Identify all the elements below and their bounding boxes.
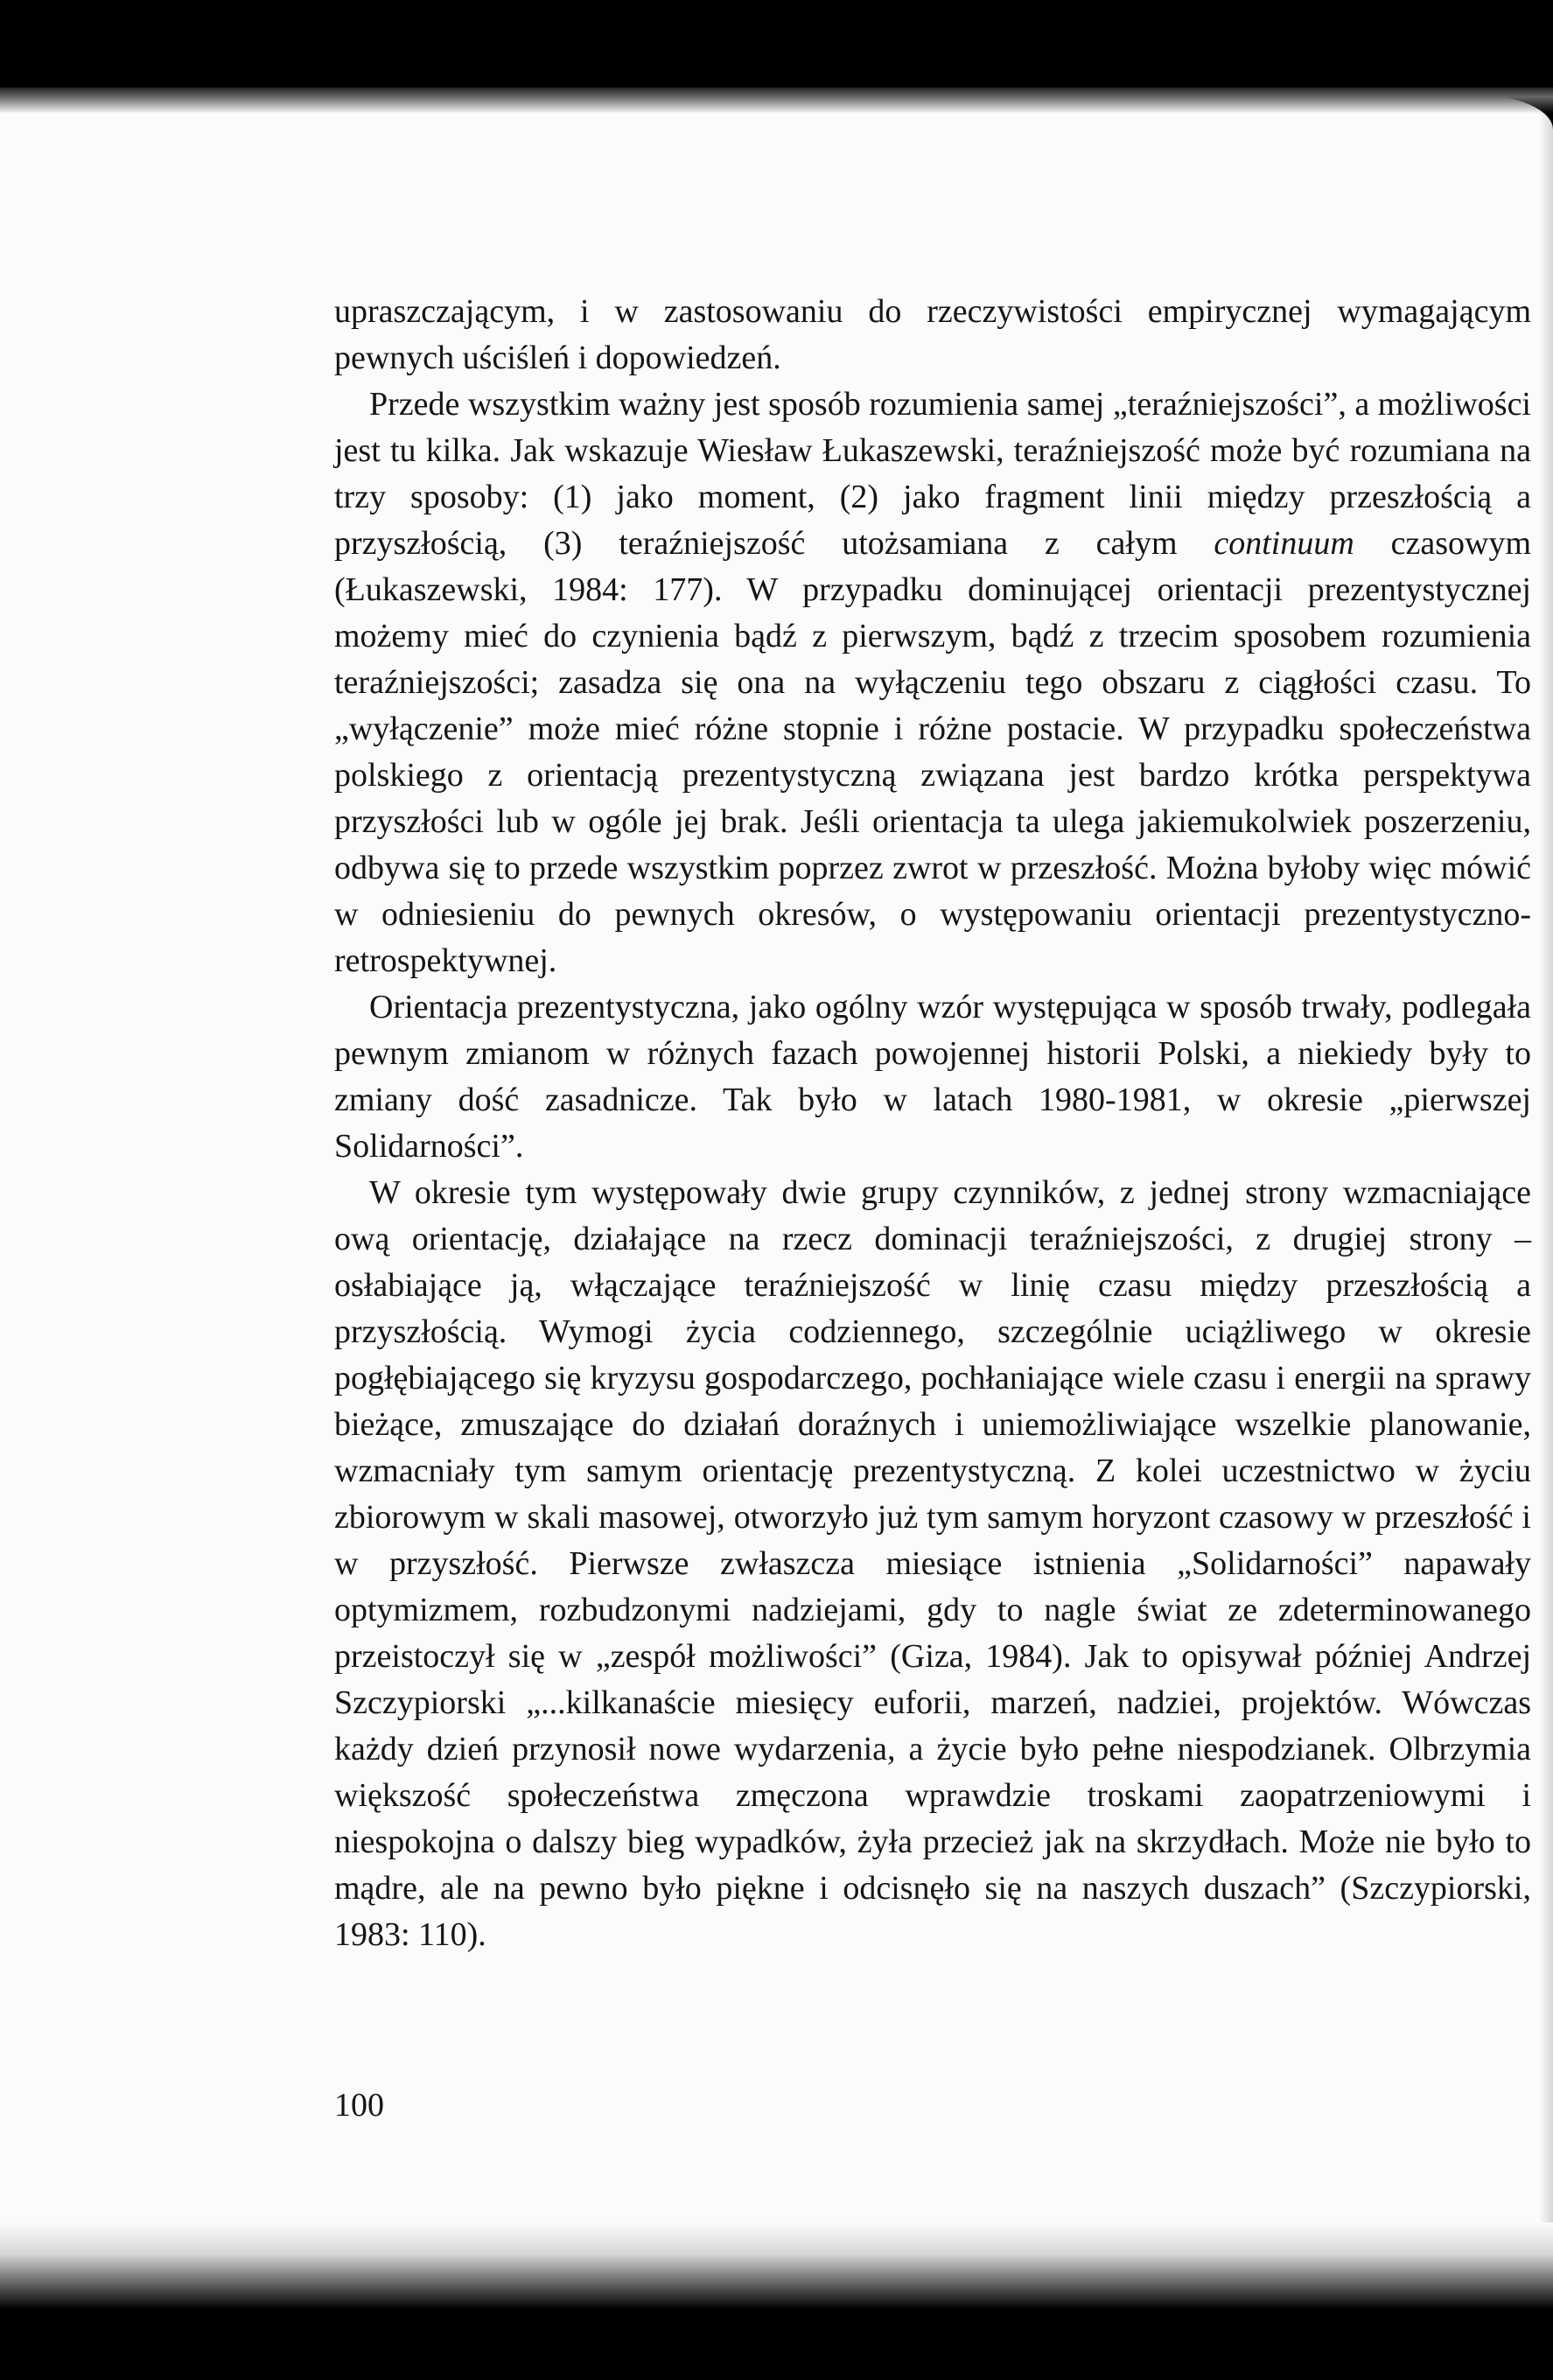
italic-term: continuum [1214, 525, 1354, 562]
top-scan-shadow [0, 88, 1553, 114]
paragraph-text-part: Przede wszystkim ważny jest sposób rozumienia samej „teraźniejszości”, a możliwości jest tu kilka. Jak wskazuje Wiesław Łukaszewski, teraźniejszość może być rozumiana na trzy sposoby: (1) jako moment, (2) jako fragment linii między przeszłością a przyszłością, (3) teraźniejszość utożsamiana z całym [334, 386, 1531, 562]
bottom-scan-shadow [0, 2222, 1553, 2380]
paragraph-present-definition [334, 382, 1531, 984]
paragraph-orientation-changes: Orientacja prezentystyczna, jako ogólny wzór występująca w sposób trwały, podlegała pewnym zmianom w różnych fazach powojennej historii Polski, a niekiedy były to zmiany dość zasadnicze. Tak było w latach 1980-1981, w okresie „pierwszej Solidarności”. [334, 989, 1531, 1165]
paragraph-solidarity-period: W okresie tym występowały dwie grupy czynników, z jednej strony wzmacniające ową orientację, działające na rzecz dominacji teraźniejszości, z drugiej strony – osłabiające ją, włączające teraźniejszość w linię czasu między przeszłością a przyszłością. Wymogi życia codziennego, szczególnie uciążliwego w okresie pogłębiającego się kryzysu gospodarczego, pochłaniające wiele czasu i energii na sprawy bieżące, zmuszające do działań doraźnych i uniemożliwiające wszelkie planowanie, wzmacniały tym samym orientację prezentystyczną. Z kolei uczestnictwo w życiu zbiorowym w skali masowej, otworzyło już tym samym horyzont czasowy w przeszłość i w przyszłość. Pierwsze zwłaszcza miesiące istnienia „Solidarności” napawały optymizmem, rozbudzonymi nadziejami, gdy to nagle świat ze zdeterminowanego przeistoczył się w „zespół możliwości” (Giza, 1984). Jak to opisywał później Andrzej Szczypiorski „...kilkanaście miesięcy euforii, marzeń, nadziei, projektów. Wówczas każdy dzień przynosił nowe wydarzenia, a życie było pełne niespodzianek. Olbrzymia większość społeczeństwa zmęczona wprawdzie troskami zaopatrzeniowymi i niespokojna o dalszy bieg wypadków, żyła przecież jak na skrzydłach. Może nie było to mądre, ale na pewno było piękne i odcisnęło się na naszych duszach” (Szczypiorski, 1983: 110). [334, 1174, 1531, 1953]
paragraph-text-part: czasowym (Łukaszewski, 1984: 177). W przypadku dominującej orientacji prezentystycznej możemy mieć do czynienia bądź z pierwszym, bądź z trzecim sposobem rozumienia teraźniejszości; zasadza się ona na wyłączeniu tego obszaru z ciągłości czasu. To „wyłączenie” może mieć różne stopnie i różne postacie. W przypadku społeczeństwa polskiego z orientacją prezentystyczną związana jest bardzo krótka perspektywa przyszłości lub w ogóle jej brak. Jeśli orientacja ta ulega jakiemukolwiek poszerzeniu, odbywa się to przede wszystkim poprzez zwrot w przeszłość. Można byłoby więc mówić w odniesieniu do pewnych okresów, o występowaniu orientacji prezentystyczno-retrospektywnej. [334, 525, 1531, 979]
body-text [334, 289, 1531, 1958]
right-page-curl-shadow [1539, 105, 1553, 2222]
page-number: 100 [334, 2087, 384, 2124]
paragraph-continuation: upraszczającym, i w zastosowaniu do rzeczywistości empirycznej wymagającym pewnych uściśleń i dopowiedzeń. [334, 293, 1531, 376]
